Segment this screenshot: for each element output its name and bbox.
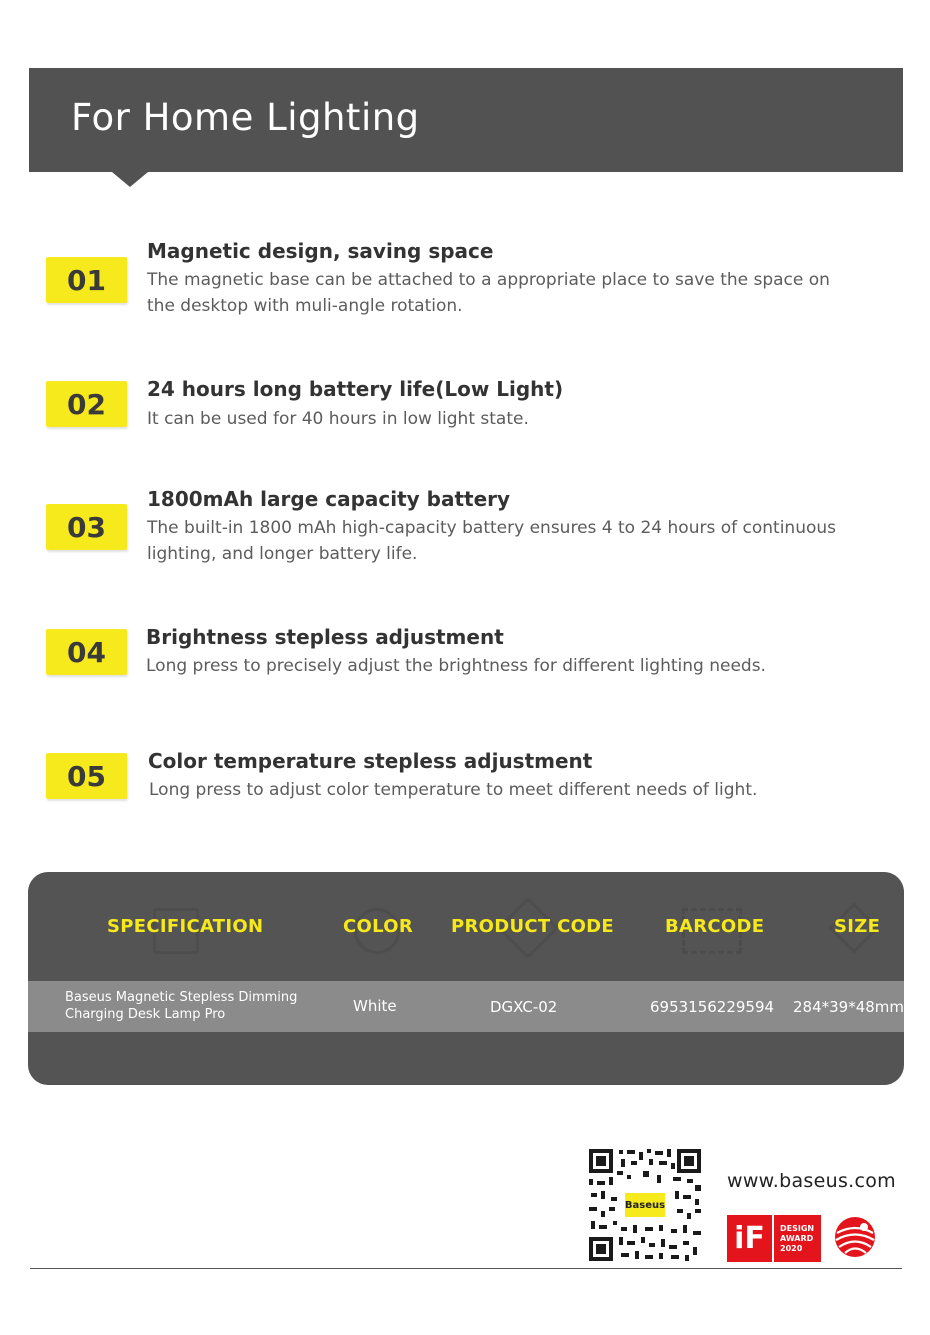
spec-header-barcode: BARCODE [665,916,765,937]
page-title: For Home Lighting [71,96,420,139]
feature-description: It can be used for 40 hours in low light state. [147,409,529,429]
feature-description: The magnetic base can be attached to a appropriate place to save the space on the desktop with muli-angle rotation. [147,270,830,316]
spec-header-color: COLOR [343,916,414,937]
qr-code [587,1147,703,1263]
feature-title: Magnetic design, saving space [147,239,494,263]
if-award-logo [727,1215,821,1262]
website-link[interactable]: www.baseus.com [727,1170,896,1192]
badge-number: 04 [67,635,106,669]
table-row [28,981,904,1032]
feature-title: Color temperature stepless adjustment [148,749,593,773]
number-badge [46,753,127,799]
footer-divider [30,1268,902,1269]
badge-number: 01 [67,263,106,297]
feature-description: Long press to precisely adjust the brightness for different lighting needs. [146,656,766,676]
number-badge [46,504,127,550]
spec-size-value: 284*39*48mm [793,998,904,1016]
award-line: DESIGN [780,1224,815,1233]
number-badge [46,381,127,427]
badge-number: 02 [67,387,106,421]
number-badge [46,257,127,303]
spec-code-value: DGXC-02 [490,998,558,1016]
spec-barcode-value: 6953156229594 [650,998,775,1016]
spec-header-size: SIZE [834,916,881,937]
header-bar [29,68,903,172]
badge-number: 05 [67,759,106,793]
number-badge [46,629,127,675]
spec-color-value: White [353,997,397,1015]
feature-title: 24 hours long battery life(Low Light) [147,377,564,401]
award-text [774,1215,814,1262]
spec-table [28,872,904,1085]
feature-description: Long press to adjust color temperature to meet different needs of light. [149,780,758,800]
header-notch [112,172,148,187]
spec-header-specification: SPECIFICATION [107,916,264,937]
feature-title: 1800mAh large capacity battery [147,487,511,511]
spec-header-product-code: PRODUCT CODE [451,916,615,937]
red-dot-award-icon [833,1215,877,1259]
award-line: AWARD [780,1234,814,1243]
brand-logo: Baseus [622,1190,668,1220]
spec-product-name: Baseus Magnetic Stepless Dimming Charging Desk Lamp Pro [65,990,298,1022]
award-line: 2020 [780,1244,803,1253]
badge-number: 03 [67,510,106,544]
if-mark: iF [727,1215,774,1262]
feature-description: The built-in 1800 mAh high-capacity battery ensures 4 to 24 hours of continuous lighting, and longer battery life. [147,518,836,564]
feature-title: Brightness stepless adjustment [146,625,504,649]
